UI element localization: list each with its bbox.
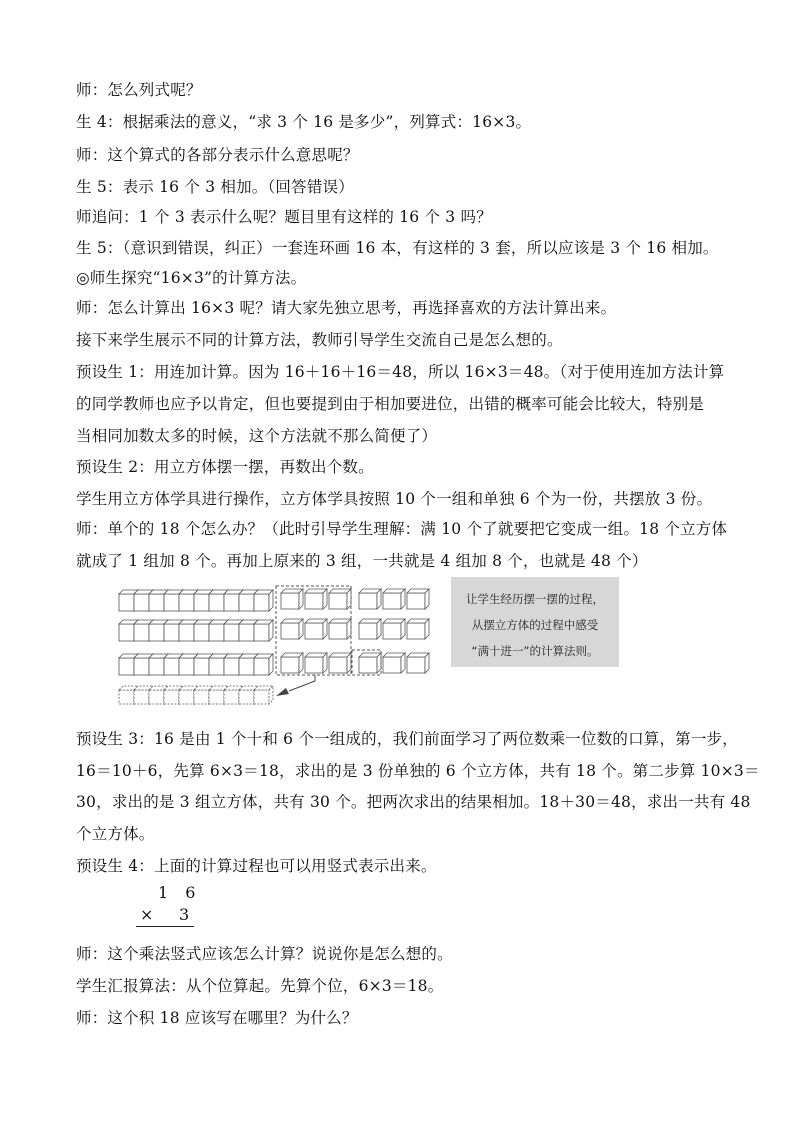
text-line: 接下来学生展示不同的计算方法，教师引导学生交流自己是怎么想的。	[76, 331, 563, 349]
text-line: 师：怎么计算出 16×3 呢？请大家先独立思考，再选择喜欢的方法计算出来。	[76, 299, 617, 317]
text-line: 30，求出的是 3 组立方体，共有 30 个。把两次求出的结果相加。18＋30＝48，求出一共有 48	[76, 793, 751, 811]
figure-note-line: 让学生经历摆一摆的过程，	[466, 592, 604, 606]
single-cube	[407, 589, 429, 609]
text-line: 的同学教师也应予以肯定，但也要提到由于相加要进位，出错的概率可能会比较大，特别是	[76, 395, 705, 413]
ten-rod-cube	[254, 590, 273, 611]
text-line: 就成了 1 组加 8 个。再加上原来的 3 组，一共就是 4 组加 8 个，也就是 48 个）	[76, 552, 648, 570]
figure-note-box	[451, 577, 619, 667]
figure-note-line: “满十进一”的计算法则。	[471, 644, 599, 658]
text-line: 生 5：表示 16 个 3 相加。（回答错误）	[76, 178, 354, 196]
dashed-ten-rod-cube	[254, 686, 273, 704]
single-cube	[305, 619, 327, 639]
arrow-head	[276, 688, 289, 696]
text-line: 师：怎么列式呢？	[76, 81, 202, 99]
text-line: ◎师生探究“16×3”的计算方法。	[76, 269, 307, 287]
arrow-line	[289, 675, 315, 691]
single-cube	[329, 589, 351, 609]
text-line: 师：这个乘法竖式应该怎么计算？说说你是怎么想的。	[76, 945, 453, 963]
single-cube	[305, 589, 327, 609]
single-cube	[281, 589, 303, 609]
vertical-top-digits: 1 6	[158, 883, 202, 902]
figure-note-line: 从摆立方体的过程中感受	[471, 618, 599, 632]
text-line: 预设生 3：16 是由 1 个十和 6 个一组成的，我们前面学习了两位数乘一位数的口算，第一步，	[76, 730, 738, 748]
text-line: 生 5：（意识到错误，纠正）一套连环画 16 本，有这样的 3 套，所以应该是 3 个 16 相加。	[76, 239, 719, 257]
single-cube	[383, 619, 405, 639]
vertical-multiplier: 3	[179, 905, 190, 924]
text-line: 预设生 2：用立方体摆一摆，再数出个数。	[76, 458, 374, 476]
single-cube	[359, 653, 381, 673]
text-line: 学生用立方体学具进行操作，立方体学具按照 10 个一组和单独 6 个为一份，共摆放 3 份。	[76, 490, 713, 508]
single-cube	[407, 653, 429, 673]
text-line: 16＝10＋6，先算 6×3＝18，求出的是 3 份单独的 6 个立方体，共有 18 个。第二步算 10×3＝	[76, 762, 760, 780]
single-cube	[359, 619, 381, 639]
text-line: 生 4：根据乘法的意义，“求 3 个 16 是多少”，列算式：16×3。	[76, 113, 532, 131]
text-line: 师：这个算式的各部分表示什么意思呢？	[76, 146, 359, 164]
vertical-rule	[136, 926, 194, 927]
text-line: 师追问：1 个 3 表示什么呢？题目里有这样的 16 个 3 吗？	[76, 208, 492, 226]
text-line: 当相同加数太多的时候，这个方法就不那么简便了）	[76, 427, 438, 445]
cube-groups	[119, 589, 429, 704]
single-cube	[383, 589, 405, 609]
ten-rod-cube	[254, 654, 273, 675]
single-cube	[329, 619, 351, 639]
text-line: 个立方体。	[76, 825, 155, 843]
single-cube	[359, 589, 381, 609]
text-line: 师：单个的 18 个怎么办？（此时引导学生理解：满 10 个了就要把它变成一组。18 个立方体	[76, 520, 728, 538]
text-line: 学生汇报算法：从个位算起。先算个位，6×3＝18。	[76, 977, 444, 995]
text-line: 师：这个积 18 应该写在哪里？为什么？	[76, 1009, 358, 1027]
single-cube	[407, 619, 429, 639]
vertical-operator: ×	[140, 905, 154, 924]
ten-rod-cube	[254, 620, 273, 641]
single-cube	[305, 653, 327, 673]
single-cube	[329, 653, 351, 673]
text-line: 预设生 4：上面的计算过程也可以用竖式表示出来。	[76, 857, 437, 875]
text-line: 预设生 1：用连加计算。因为 16＋16＋16＝48，所以 16×3＝48。（对于使用连加方法计算	[76, 363, 725, 381]
single-cube	[281, 619, 303, 639]
single-cube	[383, 653, 405, 673]
single-cube	[281, 653, 303, 673]
